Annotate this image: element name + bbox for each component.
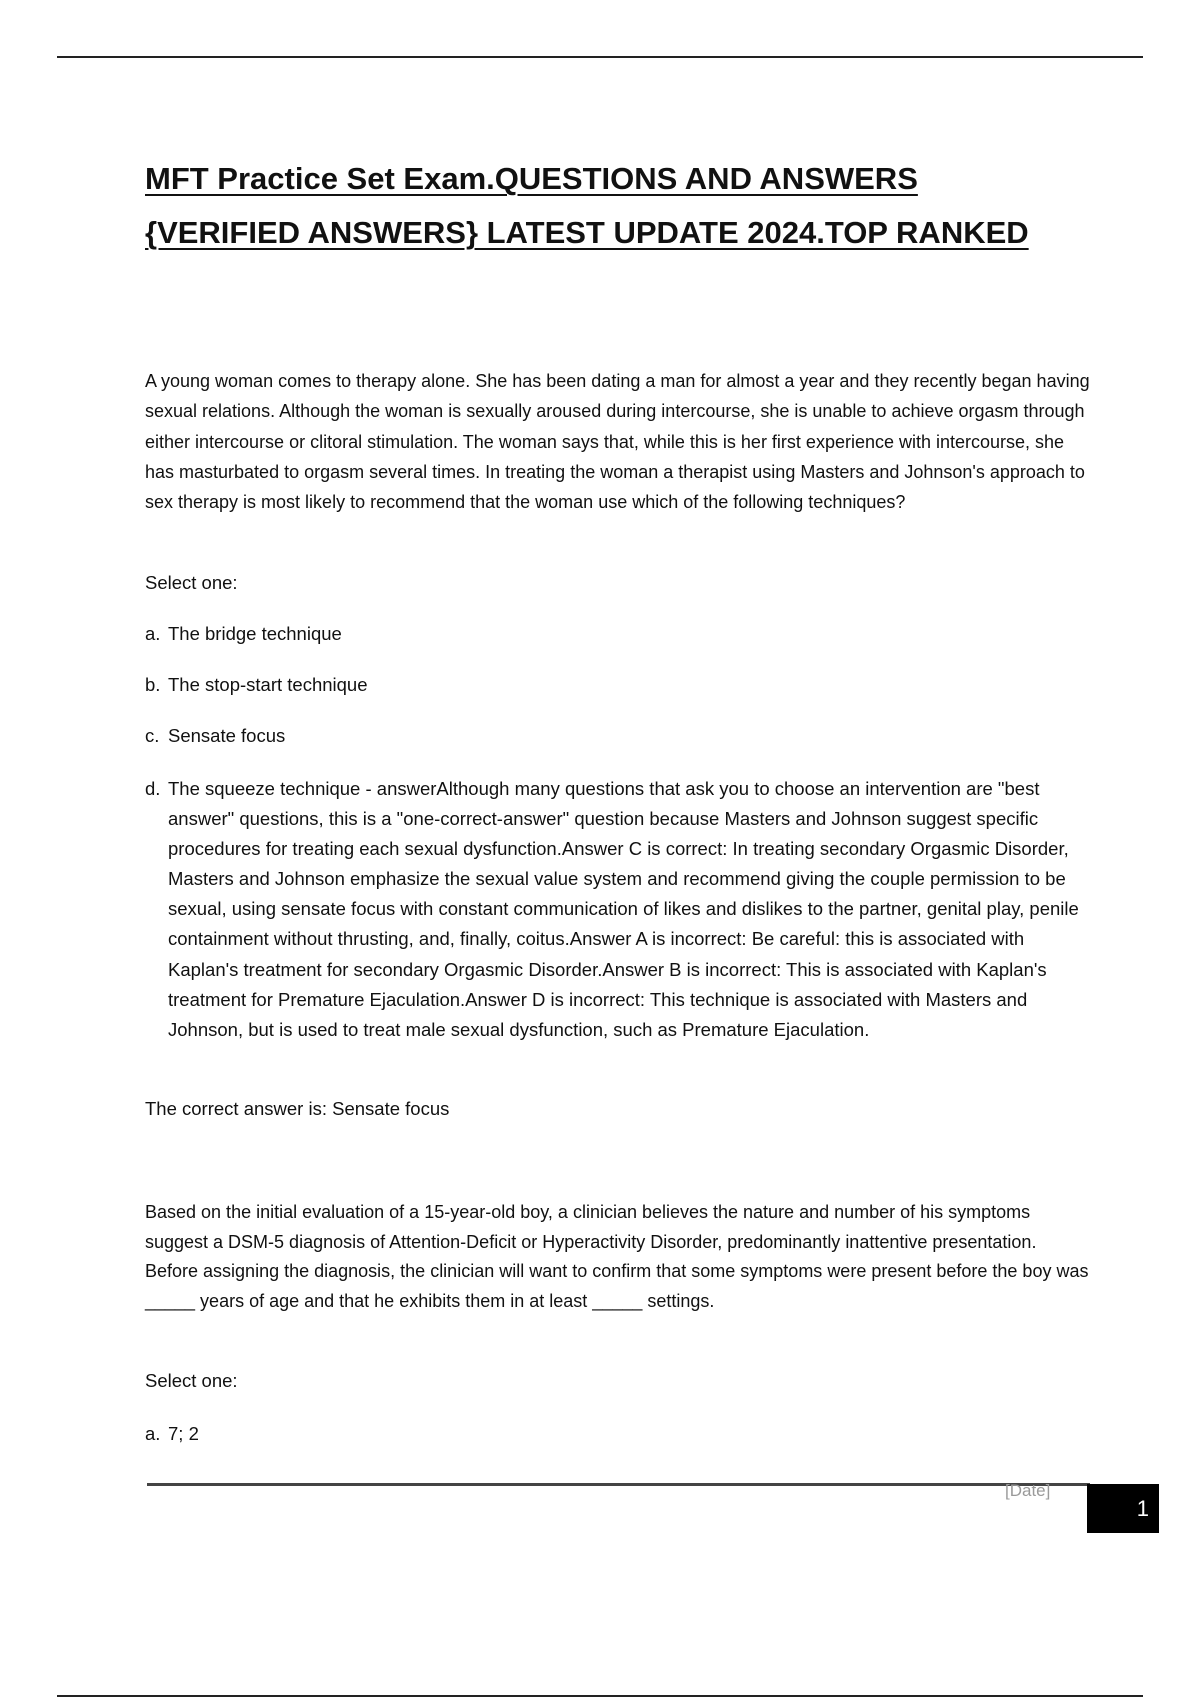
- page-number: 1: [1087, 1484, 1159, 1533]
- question-1-option-d: [145, 774, 1090, 1045]
- option-text: Sensate focus: [168, 725, 286, 746]
- option-letter: c.: [145, 725, 160, 746]
- option-letter: d.: [145, 778, 161, 799]
- option-letter: a.: [145, 1423, 161, 1444]
- question-1-correct-answer-block: [145, 1096, 1090, 1122]
- question-1-stem: A young woman comes to therapy alone. She has been dating a man for almost a year and they recently began having sexual relations. Although the woman is sexually aroused during intercourse, she is unable to achieve orgasm through either intercourse or clitoral stimulation. The woman says that, while this is her first experience with intercourse, she has masturbated to orgasm several times. In treating the woman a therapist using Masters and Johnson's approach to sex therapy is most likely to recommend that the woman use which of the following techniques?: [145, 371, 1090, 513]
- question-2-option-a: [145, 1421, 1090, 1447]
- question-2-stem: Based on the initial evaluation of a 15-year-old boy, a clinician believes the nature and number of his symptoms suggest a DSM-5 diagnosis of Attention-Deficit or Hyperactivity Disorder, predominantly inattentive presentation. Before assigning the diagnosis, the clinician will want to confirm that some symptoms were present before the boy was _____ years of age and that he exhibits them in at least _____ settings.: [145, 1202, 1089, 1311]
- option-text: The bridge technique: [168, 623, 342, 644]
- footer-rule: [147, 1483, 1090, 1486]
- question-2-select-label-block: [145, 1368, 1090, 1394]
- question-2-stem-block: [145, 1198, 1090, 1316]
- page-bottom-rule: [57, 1695, 1143, 1697]
- option-text: The squeeze technique - answerAlthough many questions that ask you to choose an intervention are "best answer" questions, this is a "one-correct-answer" question because Masters and Johnson suggest specific procedures for treating each sexual dysfunction.Answer C is correct: In treating secondary Orgasmic Disorder, Masters and Johnson emphasize the sexual value system and recommend giving the couple permission to be sexual, using sensate focus with constant communication of likes and dislikes to the partner, genital play, penile containment without thrusting, and, finally, coitus.Answer A is incorrect: Be careful: this is associated with Kaplan's treatment for secondary Orgasmic Disorder.Answer B is incorrect: This is associated with Kaplan's treatment for Premature Ejaculation.Answer D is incorrect: This technique is associated with Masters and Johnson, but is used to treat male sexual dysfunction, such as Premature Ejaculation.: [168, 778, 1079, 1040]
- option-letter: b.: [145, 674, 161, 695]
- question-1-option-a: [145, 621, 1090, 647]
- question-1-select-label: Select one:: [145, 572, 238, 593]
- question-1-select-label-block: [145, 570, 1090, 596]
- document-title: MFT Practice Set Exam.QUESTIONS AND ANSWERS {VERIFIED ANSWERS} LATEST UPDATE 2024.TOP RANKED: [145, 161, 1029, 250]
- question-1-stem-block: [145, 366, 1090, 517]
- footer-date-placeholder: [Date]: [1005, 1481, 1051, 1500]
- option-text: 7; 2: [168, 1423, 199, 1444]
- header-rule: [57, 56, 1143, 58]
- question-1-option-c: [145, 723, 1090, 749]
- question-2-select-label: Select one:: [145, 1370, 238, 1391]
- option-letter: a.: [145, 623, 161, 644]
- question-1-option-b: [145, 672, 1090, 698]
- option-text: The stop-start technique: [168, 674, 368, 695]
- question-1-correct-answer: The correct answer is: Sensate focus: [145, 1098, 450, 1119]
